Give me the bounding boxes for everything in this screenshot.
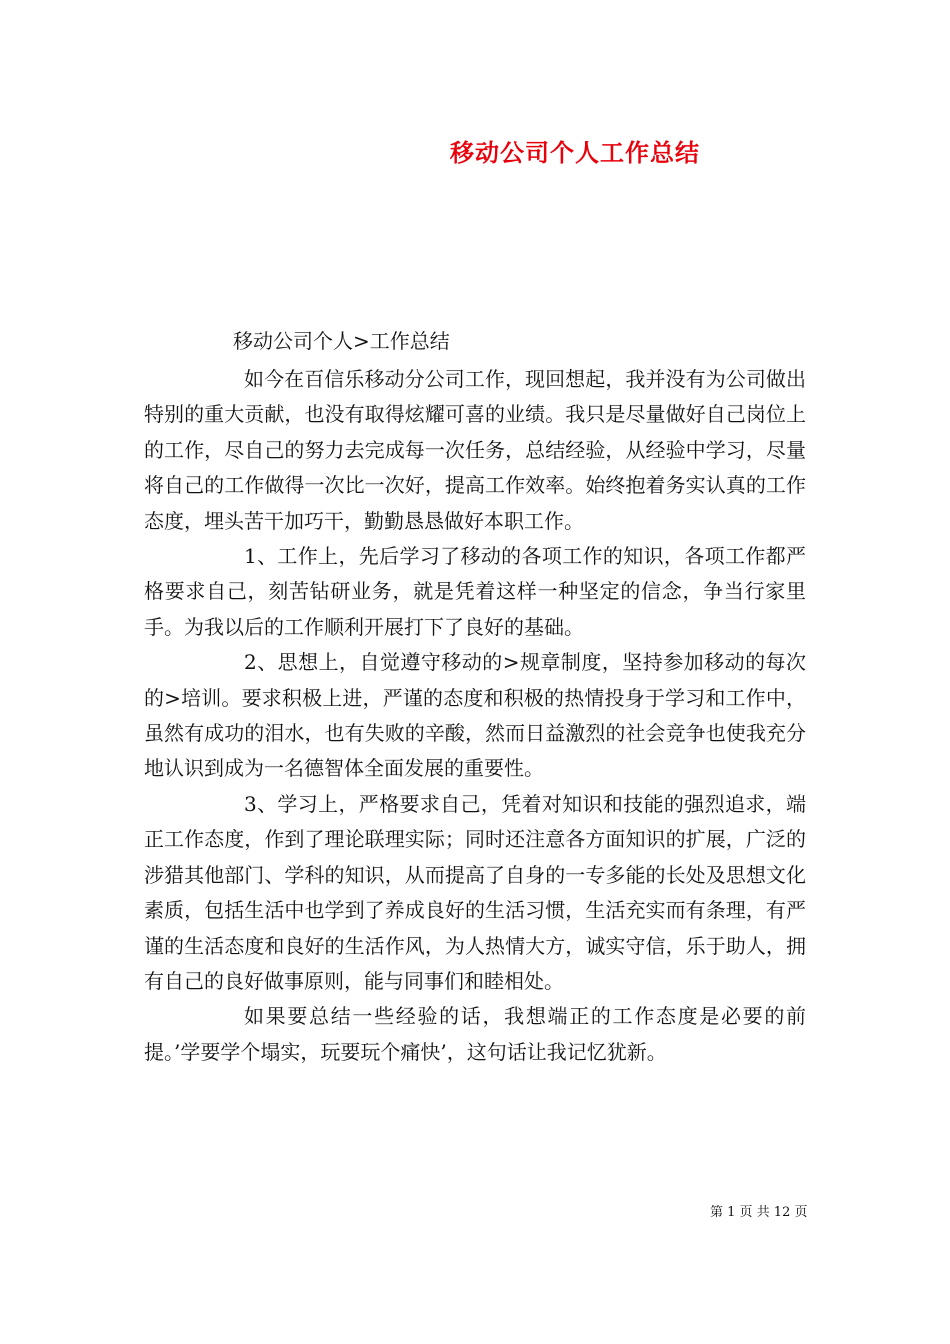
page-number-footer: 第 1 页 共 12 页 xyxy=(710,1205,808,1220)
document-subtitle: 移动公司个人>工作总结 xyxy=(233,329,450,353)
paragraph-experience: 如果要总结一些经验的话，我想端正的工作态度是必要的前提。’学要学个塌实，玩要玩个痛快’，这句话让我记忆犹新。 xyxy=(144,1004,806,1064)
document-body xyxy=(144,362,806,1070)
paragraph-intro: 如今在百信乐移动分公司工作，现回想起，我并没有为公司做出特别的重大贡献，也没有取得炫耀可喜的业绩。我只是尽量做好自己岗位上的工作，尽自己的努力去完成每一次任务，总结经验，从经验中学习，尽量将自己的工作做得一次比一次好，提高工作效率。始终抱着务实认真的工作态度，埋头苦干加巧干，勤勤恳恳做好本职工作。 xyxy=(144,367,806,533)
paragraph-work: 1、工作上，先后学习了移动的各项工作的知识，各项工作都严格要求自己，刻苦钻研业务，就是凭着这样一种坚定的信念，争当行家里手。为我以后的工作顺利开展打下了良好的基础。 xyxy=(144,544,806,639)
paragraph-thought: 2、思想上，自觉遵守移动的>规章制度，坚持参加移动的每次的>培训。要求积极上进，严谨的态度和积极的热情投身于学习和工作中，虽然有成功的泪水，也有失败的辛酸，然而日益激烈的社会竞争也使我充分地认识到成为一名德智体全面发展的重要性。 xyxy=(144,650,806,781)
document-title: 移动公司个人工作总结 xyxy=(450,139,700,167)
paragraph-study: 3、学习上，严格要求自己，凭着对知识和技能的强烈追求，端正工作态度，作到了理论联理实际；同时还注意各方面知识的扩展，广泛的涉猎其他部门、学科的知识，从而提高了自身的一专多能的长处及思想文化素质，包括生活中也学到了养成良好的生活习惯，生活充实而有条理，有严谨的生活态度和良好的生活作风，为人热情大方，诚实守信，乐于助人，拥有自己的良好做事原则，能与同事们和睦相处。 xyxy=(144,791,806,993)
